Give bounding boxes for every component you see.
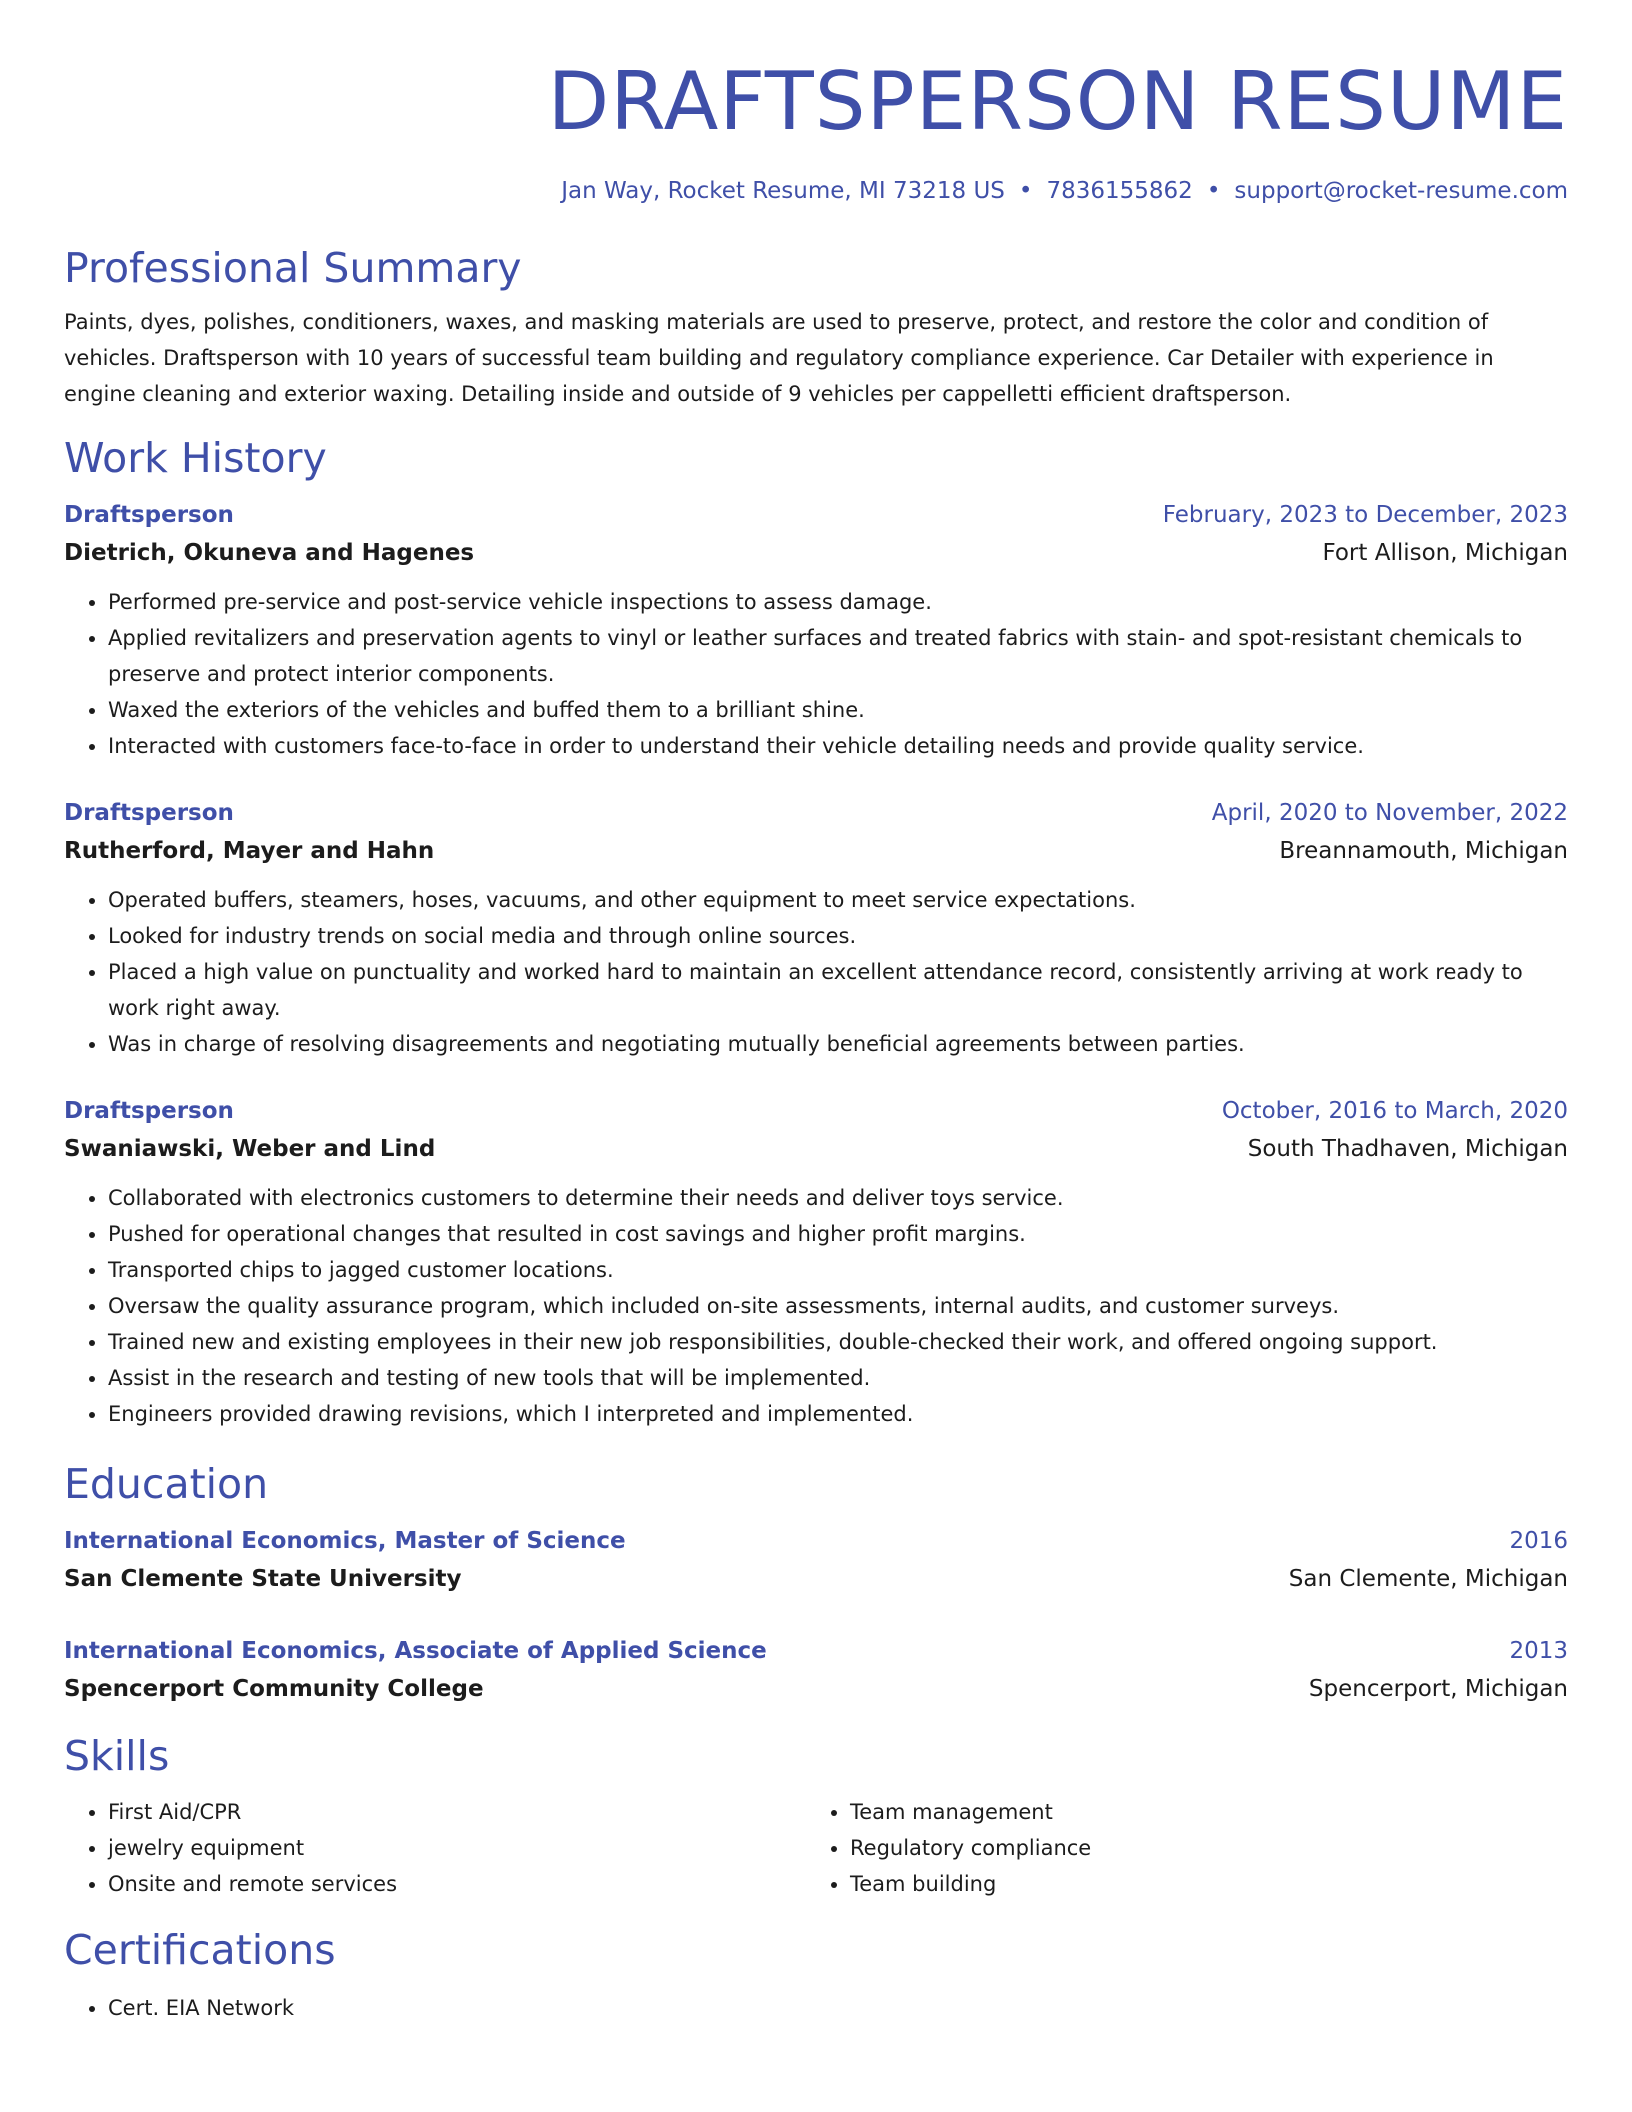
job-location: Fort Allison, Michigan: [1322, 540, 1568, 566]
resume-header: [64, 0, 1568, 206]
job-bullet: • Pushed for operational changes that resulted in cost savings and higher profit margins.: [108, 1216, 1568, 1252]
skill-item: • Team building: [850, 1866, 1548, 1902]
job-bullet: • Was in charge of resolving disagreements and negotiating mutually beneficial agreements between parties.: [108, 1026, 1568, 1062]
job-entry: [64, 794, 1568, 1062]
job-bullet: • Performed pre-service and post-service vehicle inspections to assess damage.: [108, 584, 1568, 620]
job-location: Breannamouth, Michigan: [1279, 838, 1568, 864]
education-year: 2016: [1509, 1528, 1568, 1554]
skill-item: • Regulatory compliance: [850, 1830, 1548, 1866]
job-bullet: • Oversaw the quality assurance program, which included on-site assessments, internal audits, and customer surveys.: [108, 1288, 1568, 1324]
contact-phone: 7836155862: [1046, 178, 1193, 204]
education-year: 2013: [1509, 1638, 1568, 1664]
job-bullet: • Collaborated with electronics customers to determine their needs and deliver toys service.: [108, 1180, 1568, 1216]
education-entry: [64, 1522, 1568, 1598]
contact-separator: •: [1018, 178, 1033, 204]
summary-text: Paints, dyes, polishes, conditioners, waxes, and masking materials are used to preserve, protect, and restore the color and condition of vehicles. Draftsperson with 10 years of successful team building and regulatory compliance experience. Car Detailer with experience in engine cleaning and exterior waxing. Detailing inside and outside of 9 vehicles per cappelletti efficient draftsperson.: [64, 310, 1494, 406]
skills-list-right: [806, 1794, 1548, 1902]
skills-list-left: [64, 1794, 806, 1902]
job-dates: April, 2020 to November, 2022: [1211, 800, 1568, 826]
job-bullet: • Trained new and existing employees in their new job responsibilities, double-checked their work, and offered ongoing support.: [108, 1324, 1568, 1360]
job-bullet: • Looked for industry trends on social media and through online sources.: [108, 918, 1568, 954]
education-degree: International Economics, Master of Science: [64, 1528, 626, 1554]
job-bullet: • Operated buffers, steamers, hoses, vacuums, and other equipment to meet service expectations.: [108, 882, 1568, 918]
education-entry: [64, 1632, 1568, 1708]
job-entry: [64, 1092, 1568, 1432]
job-company: Rutherford, Mayer and Hahn: [64, 838, 435, 864]
job-bullets: [64, 584, 1568, 764]
education-location: San Clemente, Michigan: [1288, 1566, 1568, 1592]
skill-item: • Onsite and remote services: [108, 1866, 806, 1902]
resume-title: DRAFTSPERSON RESUME: [547, 55, 1568, 148]
job-bullet: • Engineers provided drawing revisions, which I interpreted and implemented.: [108, 1396, 1568, 1432]
job-role: Draftsperson: [64, 502, 234, 528]
job-bullet: • Interacted with customers face-to-face in order to understand their vehicle detailing needs and provide quality service.: [108, 728, 1568, 764]
job-role: Draftsperson: [64, 800, 234, 826]
job-entry: [64, 496, 1568, 764]
education-degree: International Economics, Associate of Applied Science: [64, 1638, 767, 1664]
skill-item: • First Aid/CPR: [108, 1794, 806, 1830]
job-bullets: [64, 882, 1568, 1062]
education-school: San Clemente State University: [64, 1566, 462, 1592]
job-location: South Thadhaven, Michigan: [1247, 1136, 1568, 1162]
job-company: Swaniawski, Weber and Lind: [64, 1136, 436, 1162]
contact-address: Jan Way, Rocket Resume, MI 73218 US: [561, 178, 1005, 204]
job-bullet: • Transported chips to jagged customer locations.: [108, 1252, 1568, 1288]
job-bullet: • Assist in the research and testing of new tools that will be implemented.: [108, 1360, 1568, 1396]
section-title-skills: Skills: [64, 1732, 170, 1780]
contact-separator: •: [1206, 178, 1221, 204]
section-title-work-history: Work History: [64, 434, 327, 482]
job-company: Dietrich, Okuneva and Hagenes: [64, 540, 475, 566]
education-school: Spencerport Community College: [64, 1676, 484, 1702]
job-bullets: [64, 1180, 1568, 1432]
skills-grid: [64, 1794, 1568, 1902]
section-title-summary: Professional Summary: [64, 244, 522, 292]
education-location: Spencerport, Michigan: [1308, 1676, 1568, 1702]
section-title-certifications: Certifications: [64, 1926, 336, 1974]
job-dates: October, 2016 to March, 2020: [1221, 1098, 1568, 1124]
skill-item: • Team management: [850, 1794, 1548, 1830]
job-bullet: • Placed a high value on punctuality and worked hard to maintain an excellent attendance record, consistently arriving at work ready to work right away.: [108, 954, 1568, 1026]
job-bullet: • Applied revitalizers and preservation agents to vinyl or leather surfaces and treated fabrics with stain- and spot-resistant chemicals to preserve and protect interior components.: [108, 620, 1568, 692]
job-role: Draftsperson: [64, 1098, 234, 1124]
contact-line: [64, 176, 1568, 206]
job-bullet: • Waxed the exteriors of the vehicles and buffed them to a brilliant shine.: [108, 692, 1568, 728]
certification-item: • Cert. EIA Network: [108, 1990, 1568, 2026]
section-title-education: Education: [64, 1460, 269, 1508]
contact-email: support@rocket-resume.com: [1234, 178, 1568, 204]
certifications-list: [64, 1990, 1568, 2026]
job-dates: February, 2023 to December, 2023: [1162, 502, 1568, 528]
skill-item: • jewelry equipment: [108, 1830, 806, 1866]
